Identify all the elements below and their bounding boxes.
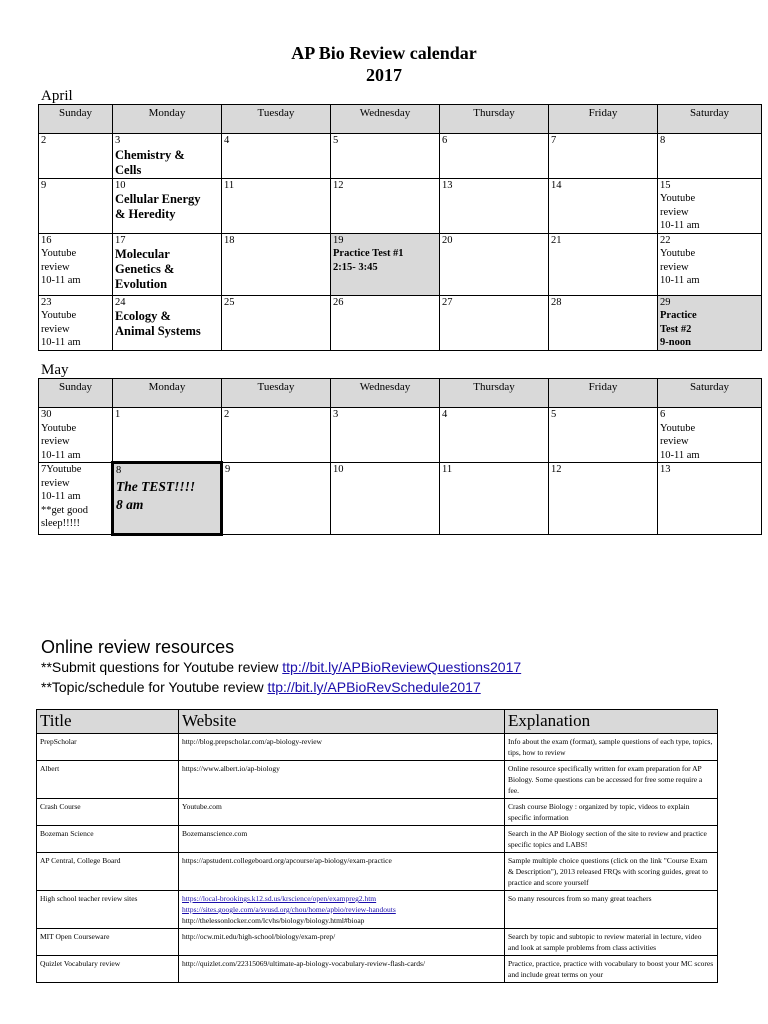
calendar-day-cell <box>440 178 549 233</box>
day-number: 11 <box>224 179 235 191</box>
day-event-line: Chemistry & <box>115 147 185 162</box>
day-event-line: Evolution <box>115 277 168 291</box>
weekday-header: Saturday <box>658 379 762 408</box>
resource-website <box>179 956 505 983</box>
calendar-day-cell <box>331 295 440 350</box>
resource-url: http://thelessonlocker.com/lcvhs/biology/biology.html#bioap <box>182 916 365 925</box>
calendar-week-row <box>39 233 762 295</box>
resource-url: Youtube.com <box>182 802 222 811</box>
day-number: 10 <box>115 179 126 191</box>
resource-website <box>179 799 505 826</box>
calendar-week-row <box>39 134 762 179</box>
day-event-line: Youtube <box>41 248 77 259</box>
day-number: 7Youtube <box>41 464 82 475</box>
calendar-day-cell <box>39 134 113 179</box>
calendar-day-cell <box>549 463 658 535</box>
calendar-day-cell <box>331 233 440 295</box>
day-number: 28 <box>551 296 562 308</box>
weekday-header: Thursday <box>440 379 549 408</box>
submit-questions-link[interactable]: ttp://bit.ly/APBioReviewQuestions2017 <box>282 659 522 675</box>
resource-explanation: Sample multiple choice questions (click on the link "Course Exam & Description"), 2013 released FRQs with scoring guides, great to practice and score yourself <box>505 853 718 891</box>
weekday-header: Friday <box>549 105 658 134</box>
resource-website <box>179 826 505 853</box>
day-event-line: 10-11 am <box>660 220 700 231</box>
day-number: 8 <box>116 465 122 476</box>
calendar-week-row <box>39 295 762 350</box>
calendar-may <box>38 378 762 536</box>
calendar-day-cell <box>440 408 549 463</box>
calendar-week-row <box>39 463 762 535</box>
resource-title: PrepScholar <box>37 734 179 761</box>
day-number: 14 <box>551 179 562 191</box>
day-number: 1 <box>115 409 121 420</box>
resource-row <box>37 853 718 891</box>
calendar-day-cell <box>222 463 331 535</box>
weekday-header: Sunday <box>39 105 113 134</box>
day-number: 12 <box>551 464 562 475</box>
day-number: 9 <box>225 464 231 475</box>
calendar-april <box>38 104 762 351</box>
day-number: 11 <box>442 464 453 475</box>
calendar-day-cell <box>658 295 762 350</box>
calendar-week-row <box>39 408 762 463</box>
calendar-day-cell <box>222 233 331 295</box>
topic-schedule-text: **Topic/schedule for Youtube review <box>41 679 268 695</box>
day-event-line: review <box>41 477 70 489</box>
day-event-line: review <box>660 261 689 273</box>
day-number: 13 <box>442 179 453 191</box>
day-number: 7 <box>551 135 557 146</box>
day-event-line: review <box>41 323 70 335</box>
calendar-day-cell <box>549 295 658 350</box>
resource-title: MIT Open Courseware <box>37 929 179 956</box>
day-number: 26 <box>333 296 344 308</box>
day-number: 24 <box>115 296 126 308</box>
calendar-day-cell <box>440 463 549 535</box>
day-event-line: 9-noon <box>660 337 691 348</box>
resources-heading: Online review resources <box>41 637 235 657</box>
calendar-day-cell <box>222 295 331 350</box>
day-event-line: 10-11 am <box>41 491 81 502</box>
day-number: 8 <box>660 135 666 146</box>
submit-questions-text: **Submit questions for Youtube review <box>41 659 283 675</box>
month-label-may: May <box>41 362 69 378</box>
day-number: 6 <box>442 135 448 146</box>
calendar-day-cell <box>113 233 222 295</box>
day-number: 18 <box>224 234 235 246</box>
resource-title: AP Central, College Board <box>37 853 179 891</box>
day-number: 10 <box>333 464 344 475</box>
calendar-day-cell <box>39 295 113 350</box>
calendar-day-cell <box>331 463 440 535</box>
calendar-day-cell <box>658 408 762 463</box>
title-line-1: AP Bio Review calendar <box>291 43 477 63</box>
day-event-line: review <box>41 436 70 447</box>
day-event-line: 10-11 am <box>660 275 700 286</box>
day-event-line: 10-11 am <box>660 449 700 461</box>
day-number: 16 <box>41 234 52 246</box>
day-event-line: review <box>660 206 689 218</box>
day-number: 17 <box>115 234 126 246</box>
calendar-week-row <box>39 178 762 233</box>
day-event-line: sleep!!!!! <box>41 518 81 529</box>
resource-website <box>179 734 505 761</box>
column-website: Website <box>179 710 505 734</box>
resource-title: High school teacher review sites <box>37 891 179 929</box>
day-number: 25 <box>224 296 235 308</box>
day-number: 5 <box>551 409 557 420</box>
day-number: 12 <box>333 179 344 191</box>
calendar-day-cell <box>658 463 762 535</box>
day-event-line: Practice <box>660 310 697 321</box>
resource-link[interactable]: https://sites.google.com/a/svusd.org/chou/home/apbio/review-handouts <box>182 905 396 914</box>
resource-title: Quizlet Vocabulary review <box>37 956 179 983</box>
calendar-day-cell <box>222 178 331 233</box>
weekday-header: Tuesday <box>222 379 331 408</box>
resource-explanation: So many resources from so many great teachers <box>505 891 718 929</box>
resource-url: http://blog.prepscholar.com/ap-biology-review <box>182 737 322 746</box>
day-event-line: review <box>41 261 70 273</box>
day-event-line: Practice Test #1 <box>333 248 404 259</box>
day-number: 29 <box>660 296 671 308</box>
day-event-line: 10-11 am <box>41 449 81 461</box>
topic-schedule-link[interactable]: ttp://bit.ly/APBioRevSchedule2017 <box>267 679 481 695</box>
calendar-day-cell <box>549 233 658 295</box>
day-event-line: Genetics & <box>115 262 175 276</box>
submit-questions-line <box>41 658 521 676</box>
day-event-line: 2:15- 3:45 <box>333 261 378 273</box>
calendar-day-cell <box>113 463 222 535</box>
calendar-day-cell <box>331 178 440 233</box>
day-number: 4 <box>224 135 230 146</box>
day-event-line: 10-11 am <box>41 337 81 348</box>
day-number: 4 <box>442 409 448 420</box>
resource-row <box>37 761 718 799</box>
weekday-header: Thursday <box>440 105 549 134</box>
resource-title: Bozeman Science <box>37 826 179 853</box>
calendar-day-cell <box>113 134 222 179</box>
calendar-day-cell <box>658 178 762 233</box>
calendar-day-cell <box>222 134 331 179</box>
resource-explanation: Crash course Biology : organized by topic, videos to explain specific information <box>505 799 718 826</box>
resource-link[interactable]: https://local-brookings.k12.sd.us/krscience/open/exampreg2.htm <box>182 894 377 903</box>
calendar-day-cell <box>113 178 222 233</box>
resource-row <box>37 826 718 853</box>
calendar-day-cell <box>39 178 113 233</box>
resource-title: Albert <box>37 761 179 799</box>
weekday-header: Monday <box>113 105 222 134</box>
resource-row <box>37 734 718 761</box>
resource-url: https://apstudent.collegeboard.org/apcourse/ap-biology/exam-practice <box>182 856 392 865</box>
day-event-line: Cellular Energy <box>115 192 201 206</box>
month-label-april: April <box>41 88 73 104</box>
calendar-day-cell <box>440 134 549 179</box>
column-title: Title <box>37 710 179 734</box>
calendar-day-cell <box>658 134 762 179</box>
day-number: 9 <box>41 179 47 191</box>
page-title <box>0 42 768 86</box>
day-event-line: Youtube <box>660 422 696 434</box>
calendar-day-cell <box>222 408 331 463</box>
weekday-header: Monday <box>113 379 222 408</box>
resource-url: Bozemanscience.com <box>182 829 248 838</box>
weekday-header: Wednesday <box>331 105 440 134</box>
day-event-line: Youtube <box>41 422 77 434</box>
day-event-line: 10-11 am <box>41 275 81 286</box>
day-number: 6 <box>660 409 666 420</box>
resource-explanation: Online resource specifically written for exam preparation for AP Biology. Some questions can be accessed for free some require a fee. <box>505 761 718 799</box>
resources-table <box>36 709 718 983</box>
day-number: 19 <box>333 234 344 246</box>
resource-row <box>37 929 718 956</box>
resource-website <box>179 853 505 891</box>
calendar-day-cell <box>113 408 222 463</box>
calendar-day-cell <box>331 408 440 463</box>
resource-url: https://www.albert.io/ap-biology <box>182 764 280 773</box>
day-event-line: Animal Systems <box>115 324 201 338</box>
resource-row <box>37 956 718 983</box>
title-line-2: 2017 <box>366 65 402 85</box>
resource-explanation: Search in the AP Biology section of the site to review and practice specific topics and LABS! <box>505 826 718 853</box>
calendar-day-cell <box>39 233 113 295</box>
resource-explanation: Search by topic and subtopic to review material in lecture, video and look at sample problems from class activities <box>505 929 718 956</box>
day-event-line: & Heredity <box>115 207 176 221</box>
resource-explanation: Practice, practice, practice with vocabulary to boost your MC scores and include great terms on your <box>505 956 718 983</box>
weekday-header: Tuesday <box>222 105 331 134</box>
day-event-line: Youtube <box>660 193 696 204</box>
day-event-line: Youtube <box>660 248 696 259</box>
weekday-header: Sunday <box>39 379 113 408</box>
resource-explanation: Info about the exam (format), sample questions of each type, topics, tips, how to review <box>505 734 718 761</box>
resource-url: http://ocw.mit.edu/high-school/biology/exam-prep/ <box>182 932 336 941</box>
resource-url: http://quizlet.com/22315069/ultimate-ap-biology-vocabulary-review-flash-cards/ <box>182 959 426 968</box>
day-event-line: Test #2 <box>660 323 692 335</box>
day-event-line: 8 am <box>116 496 144 512</box>
calendar-day-cell <box>440 295 549 350</box>
topic-schedule-line <box>41 678 481 696</box>
day-event-line: Youtube <box>41 310 77 321</box>
calendar-day-cell <box>440 233 549 295</box>
day-number: 15 <box>660 179 671 191</box>
calendar-day-cell <box>39 408 113 463</box>
calendar-day-cell <box>549 408 658 463</box>
resource-website <box>179 761 505 799</box>
column-explanation: Explanation <box>505 710 718 734</box>
resource-row <box>37 799 718 826</box>
day-event-line: The TEST!!!! <box>116 478 196 494</box>
day-number: 3 <box>115 135 121 146</box>
calendar-day-cell <box>39 463 113 535</box>
resource-website <box>179 891 505 929</box>
day-number: 30 <box>41 409 52 420</box>
day-number: 2 <box>224 409 230 420</box>
day-event-line: Molecular <box>115 247 170 261</box>
day-number: 5 <box>333 135 339 146</box>
weekday-header: Wednesday <box>331 379 440 408</box>
resource-website <box>179 929 505 956</box>
weekday-header: Saturday <box>658 105 762 134</box>
calendar-day-cell <box>549 178 658 233</box>
day-event-line: **get good <box>41 504 88 516</box>
day-event-line: review <box>660 436 689 447</box>
weekday-header: Friday <box>549 379 658 408</box>
calendar-day-cell <box>331 134 440 179</box>
day-number: 21 <box>551 234 562 246</box>
resource-row <box>37 891 718 929</box>
day-number: 20 <box>442 234 453 246</box>
day-number: 3 <box>333 409 339 420</box>
day-number: 2 <box>41 135 47 146</box>
resource-title: Crash Course <box>37 799 179 826</box>
calendar-day-cell <box>113 295 222 350</box>
day-number: 27 <box>442 296 453 308</box>
day-event-line: Ecology & <box>115 309 171 323</box>
calendar-day-cell <box>549 134 658 179</box>
day-number: 23 <box>41 296 52 308</box>
day-number: 13 <box>660 464 671 475</box>
day-number: 22 <box>660 234 671 246</box>
day-event-line: Cells <box>115 162 142 177</box>
calendar-day-cell <box>658 233 762 295</box>
